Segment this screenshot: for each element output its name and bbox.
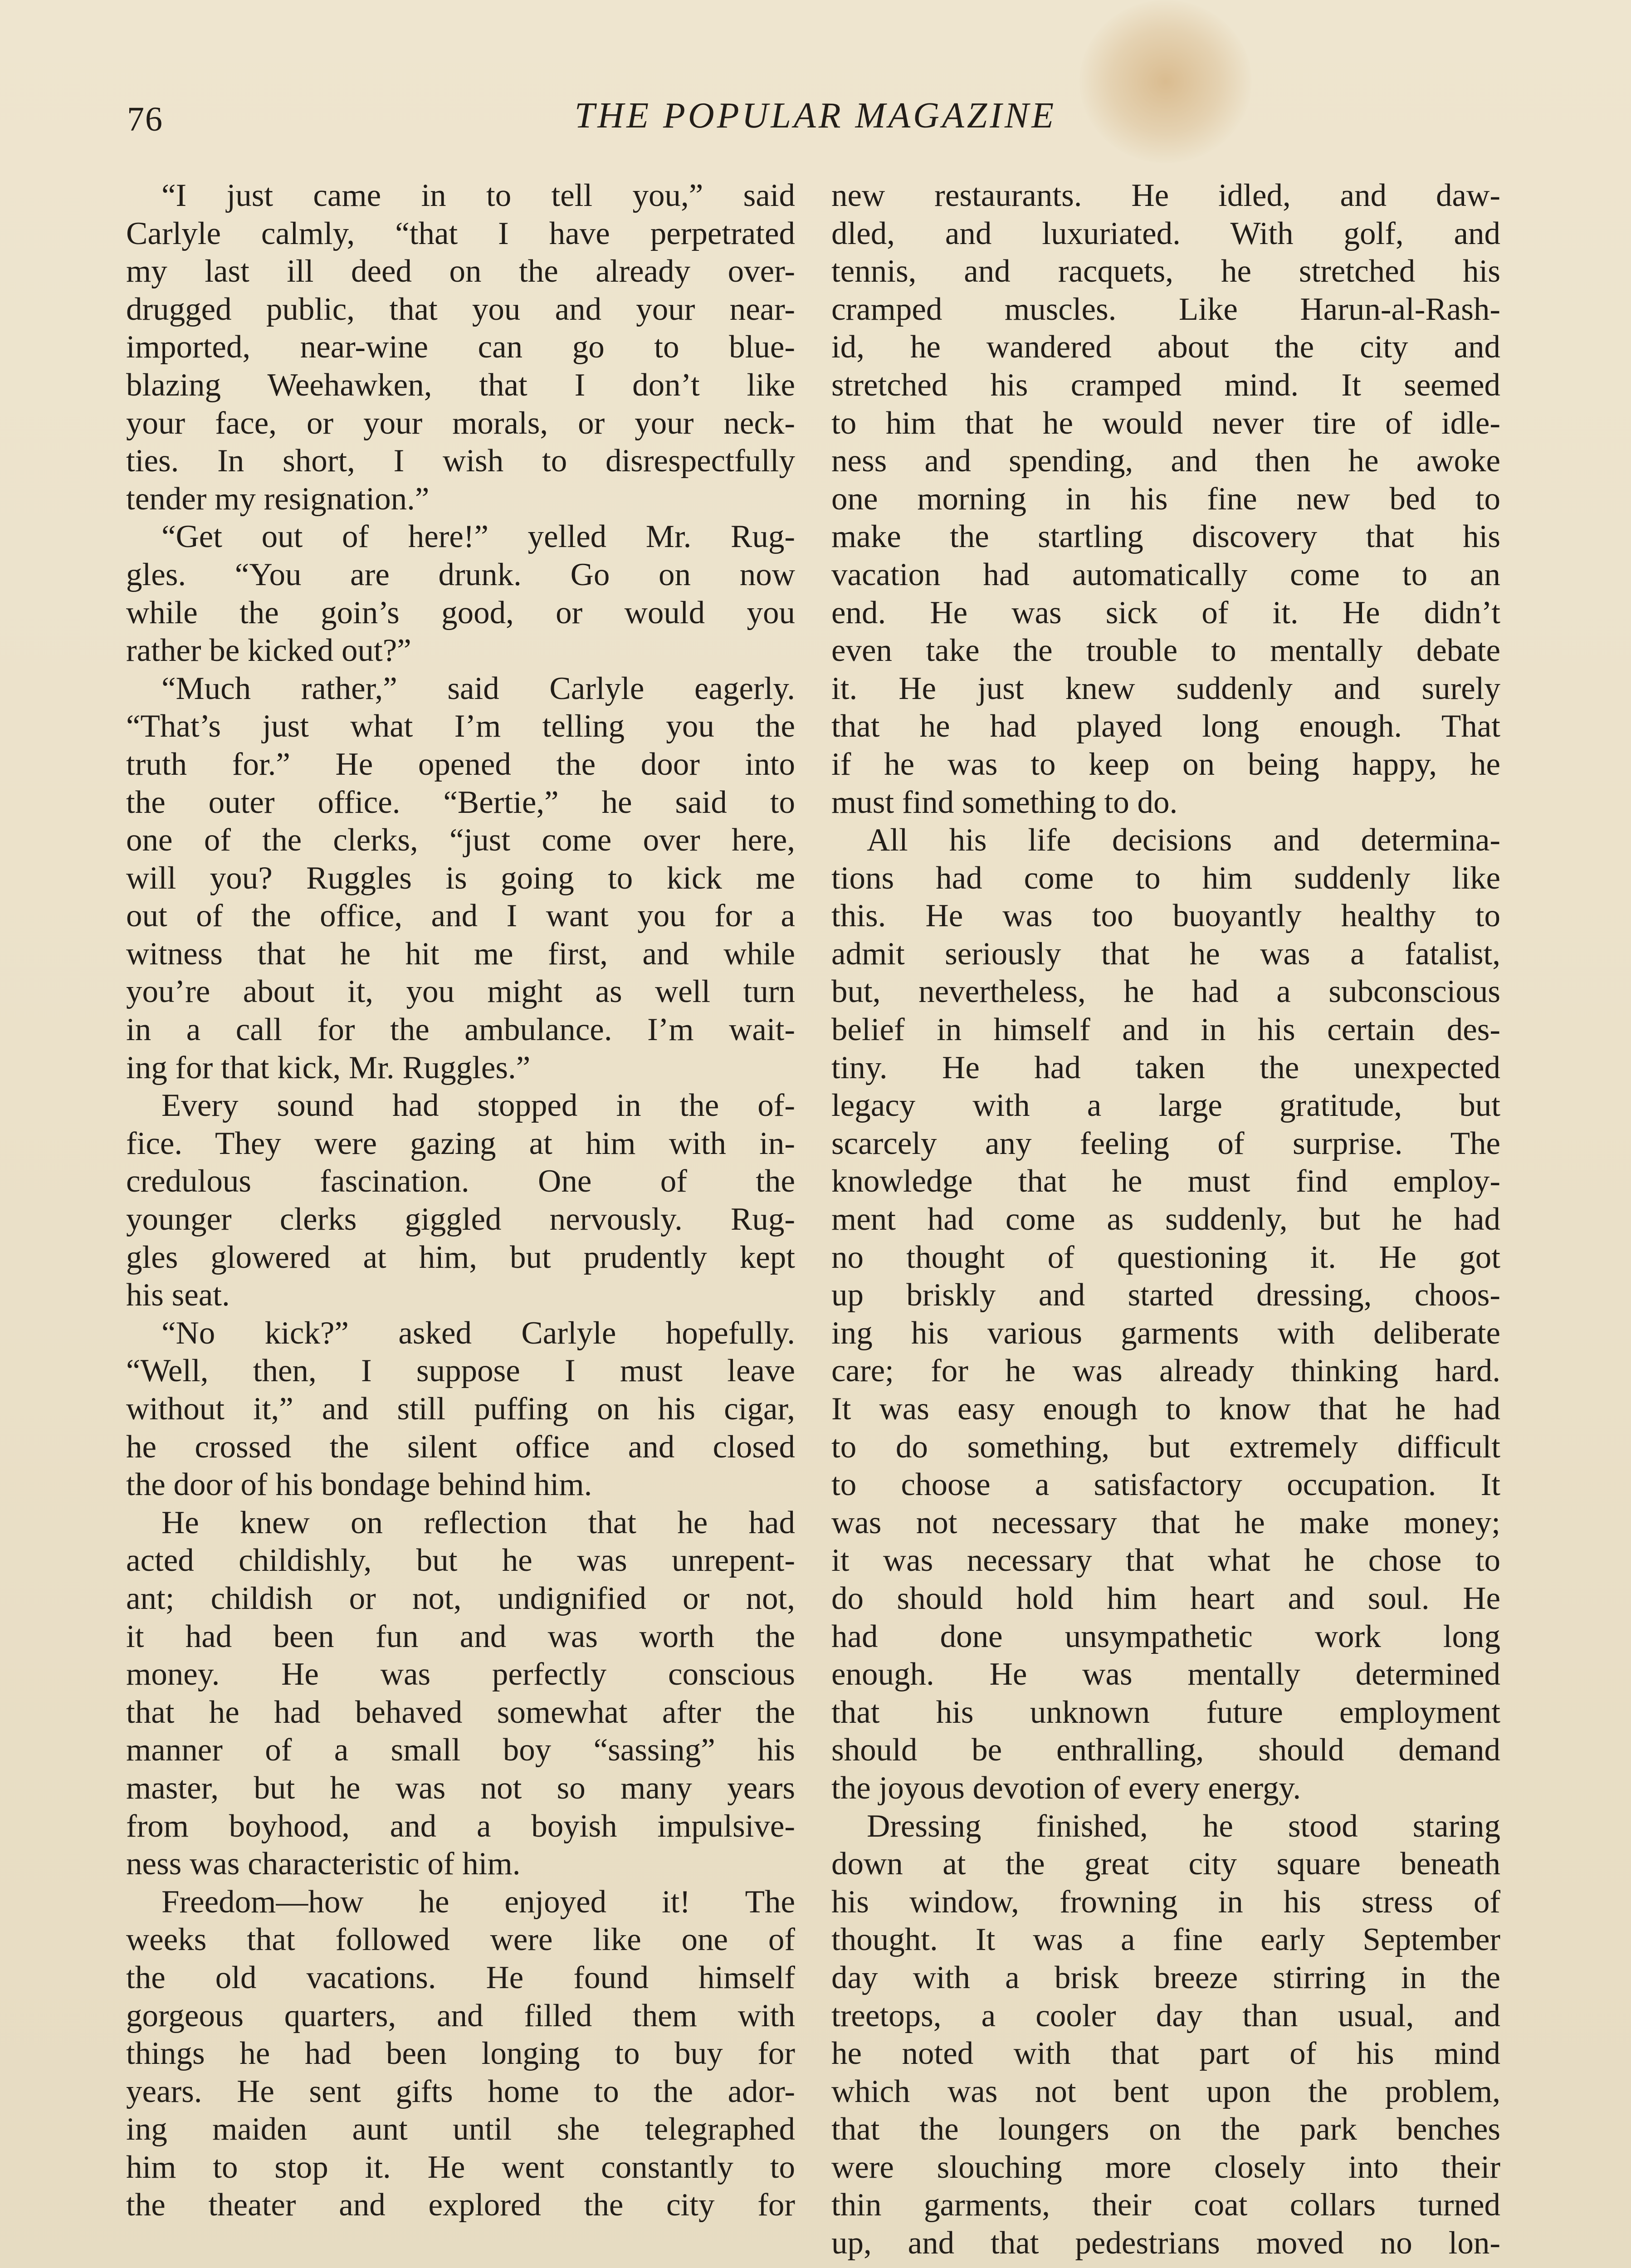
text-line: credulous fascination. One of the — [126, 1163, 795, 1199]
text-line: my last ill deed on the already over- — [126, 254, 795, 289]
text-line: treetops, a cooler day than usual, and — [831, 1998, 1500, 2033]
text-line: belief in himself and in his certain des- — [831, 1012, 1500, 1048]
text-line: tiny. He had taken the unexpected — [831, 1050, 1500, 1085]
text-line: ment had come as suddenly, but he had — [831, 1202, 1500, 1237]
text-line: “No kick?” asked Carlyle hopefully. — [161, 1315, 795, 1351]
text-line: All his life decisions and determina- — [867, 822, 1500, 858]
text-line: was not necessary that he make money; — [831, 1505, 1500, 1540]
text-line: younger clerks giggled nervously. Rug- — [126, 1202, 795, 1237]
text-line: admit seriously that he was a fatalist, — [831, 936, 1500, 972]
text-line: it had been fun and was worth the — [126, 1618, 795, 1654]
text-line: blazing Weehawken, that I don’t like — [126, 367, 795, 403]
text-line: years. He sent gifts home to the ador- — [126, 2073, 795, 2109]
text-line: this. He was too buoyantly healthy to — [831, 898, 1500, 934]
text-line: do should hold him heart and soul. He — [831, 1580, 1500, 1616]
running-head: THE POPULAR MAGAZINE — [574, 96, 1057, 136]
text-line: witness that he hit me first, and while — [126, 936, 795, 972]
text-line: “Get out of here!” yelled Mr. Rug- — [161, 519, 795, 555]
text-line: day with a brisk breeze stirring in the — [831, 1960, 1500, 1995]
right-column — [831, 177, 1500, 2263]
text-line: which was not bent upon the problem, — [831, 2073, 1500, 2109]
text-line: the old vacations. He found himself — [126, 1960, 795, 1995]
text-line: that the loungers on the park benches — [831, 2112, 1500, 2147]
text-line: you’re about it, you might as well turn — [126, 974, 795, 1010]
text-line: tions had come to him suddenly like — [831, 860, 1500, 896]
text-line: were slouching more closely into their — [831, 2149, 1500, 2185]
text-line: no thought of questioning it. He got — [831, 1239, 1500, 1275]
text-line: he noted with that part of his mind — [831, 2036, 1500, 2072]
text-line: if he was to keep on being happy, he — [831, 746, 1500, 782]
text-line: legacy with a large gratitude, but — [831, 1088, 1500, 1124]
text-line: enough. He was mentally determined — [831, 1657, 1500, 1692]
text-line: ness was characteristic of him. — [126, 1846, 521, 1882]
page-header — [122, 91, 1509, 145]
text-line: that he had behaved somewhat after the — [126, 1694, 795, 1730]
text-line: new restaurants. He idled, and daw- — [831, 178, 1500, 213]
text-line: Freedom—how he enjoyed it! The — [161, 1884, 795, 1920]
text-line: gles glowered at him, but prudently kept — [126, 1239, 795, 1275]
text-line: imported, near-wine can go to blue- — [126, 329, 795, 365]
text-line: scarcely any feeling of surprise. The — [831, 1125, 1500, 1161]
text-line: ties. In short, I wish to disrespectfully — [126, 443, 795, 479]
text-line: make the startling discovery that his — [831, 519, 1500, 555]
text-line: Dressing finished, he stood staring — [867, 1808, 1500, 1844]
text-line: his seat. — [126, 1277, 230, 1313]
text-line: weeks that followed were like one of — [126, 1922, 795, 1958]
text-line: gorgeous quarters, and filled them with — [126, 1998, 795, 2033]
text-line: one of the clerks, “just come over here, — [126, 822, 795, 858]
text-line: must find something to do. — [831, 784, 1178, 820]
text-line: out of the office, and I want you for a — [126, 898, 795, 934]
text-line: will you? Ruggles is going to kick me — [126, 860, 795, 896]
text-line: without it,” and still puffing on his cigar, — [126, 1391, 795, 1427]
text-line: the outer office. “Bertie,” he said to — [126, 784, 795, 820]
text-line: Carlyle calmly, “that I have perpetrated — [126, 215, 795, 251]
text-line: It was easy enough to know that he had — [831, 1391, 1500, 1427]
text-line: down at the great city square beneath — [831, 1846, 1500, 1882]
text-line: had done unsympathetic work long — [831, 1618, 1500, 1654]
text-line: ant; childish or not, undignified or not, — [126, 1580, 795, 1616]
text-line: money. He was perfectly conscious — [126, 1657, 795, 1692]
text-line: in a call for the ambulance. I’m wait- — [126, 1012, 795, 1048]
text-line: master, but he was not so many years — [126, 1770, 795, 1806]
text-line: while the goin’s good, or would you — [126, 595, 795, 631]
text-line: drugged public, that you and your near- — [126, 291, 795, 327]
text-line: things he had been longing to buy for — [126, 2036, 795, 2072]
text-line: up, and that pedestrians moved no lon- — [831, 2225, 1500, 2261]
page-number: 76 — [127, 100, 163, 138]
text-line: manner of a small boy “sassing” his — [126, 1732, 795, 1768]
text-line: knowledge that he must find employ- — [831, 1163, 1500, 1199]
text-line: rather be kicked out?” — [126, 633, 411, 669]
text-line: to choose a satisfactory occupation. It — [831, 1467, 1500, 1503]
text-line: ing maiden aunt until she telegraphed — [126, 2112, 795, 2147]
text-line: “I just came in to tell you,” said — [161, 178, 795, 213]
text-line: that his unknown future employment — [831, 1694, 1500, 1730]
text-line: stretched his cramped mind. It seemed — [831, 367, 1500, 403]
text-line: it. He just knew suddenly and surely — [831, 670, 1500, 706]
text-line: the joyous devotion of every energy. — [831, 1770, 1301, 1806]
text-line: Every sound had stopped in the of- — [161, 1088, 795, 1124]
text-line: that he had played long enough. That — [831, 709, 1500, 744]
text-line: from boyhood, and a boyish impulsive- — [126, 1808, 795, 1844]
text-line: it was necessary that what he chose to — [831, 1543, 1500, 1579]
text-line: should be enthralling, should demand — [831, 1732, 1500, 1768]
text-line: id, he wandered about the city and — [831, 329, 1500, 365]
text-line: gles. “You are drunk. Go on now — [126, 557, 795, 592]
left-column — [126, 177, 795, 2224]
text-line: “That’s just what I’m telling you the — [126, 709, 795, 744]
text-line: up briskly and started dressing, choos- — [831, 1277, 1500, 1313]
text-line: he crossed the silent office and closed — [126, 1429, 795, 1465]
text-line: to do something, but extremely difficult — [831, 1429, 1500, 1465]
text-line: ing for that kick, Mr. Ruggles.” — [126, 1050, 531, 1085]
text-line: truth for.” He opened the door into — [126, 746, 795, 782]
text-line: the door of his bondage behind him. — [126, 1467, 592, 1503]
text-line: tennis, and racquets, he stretched his — [831, 254, 1500, 289]
text-line: ness and spending, and then he awoke — [831, 443, 1500, 479]
text-line: tender my resignation.” — [126, 481, 430, 517]
text-line: but, nevertheless, he had a subconscious — [831, 974, 1500, 1010]
text-line: thought. It was a fine early September — [831, 1922, 1500, 1958]
text-line: “Well, then, I suppose I must leave — [126, 1353, 795, 1389]
text-line: ing his various garments with deliberate — [831, 1315, 1500, 1351]
text-line: acted childishly, but he was unrepent- — [126, 1543, 795, 1579]
text-line: end. He was sick of it. He didn’t — [831, 595, 1500, 631]
text-line: vacation had automatically come to an — [831, 557, 1500, 592]
text-line: dled, and luxuriated. With golf, and — [831, 215, 1500, 251]
text-line: your face, or your morals, or your neck- — [126, 405, 795, 441]
text-line: care; for he was already thinking hard. — [831, 1353, 1500, 1389]
text-line: the theater and explored the city for — [126, 2187, 795, 2223]
text-line: He knew on reflection that he had — [161, 1505, 795, 1540]
text-line: his window, frowning in his stress of — [831, 1884, 1500, 1920]
text-line: him to stop it. He went constantly to — [126, 2149, 795, 2185]
text-line: fice. They were gazing at him with in- — [126, 1125, 795, 1161]
text-line: “Much rather,” said Carlyle eagerly. — [161, 670, 795, 706]
text-line: even take the trouble to mentally debate — [831, 633, 1500, 669]
text-line: cramped muscles. Like Harun-al-Rash- — [831, 291, 1500, 327]
text-line: to him that he would never tire of idle- — [831, 405, 1500, 441]
text-line: thin garments, their coat collars turned — [831, 2187, 1500, 2223]
text-line: one morning in his fine new bed to — [831, 481, 1500, 517]
